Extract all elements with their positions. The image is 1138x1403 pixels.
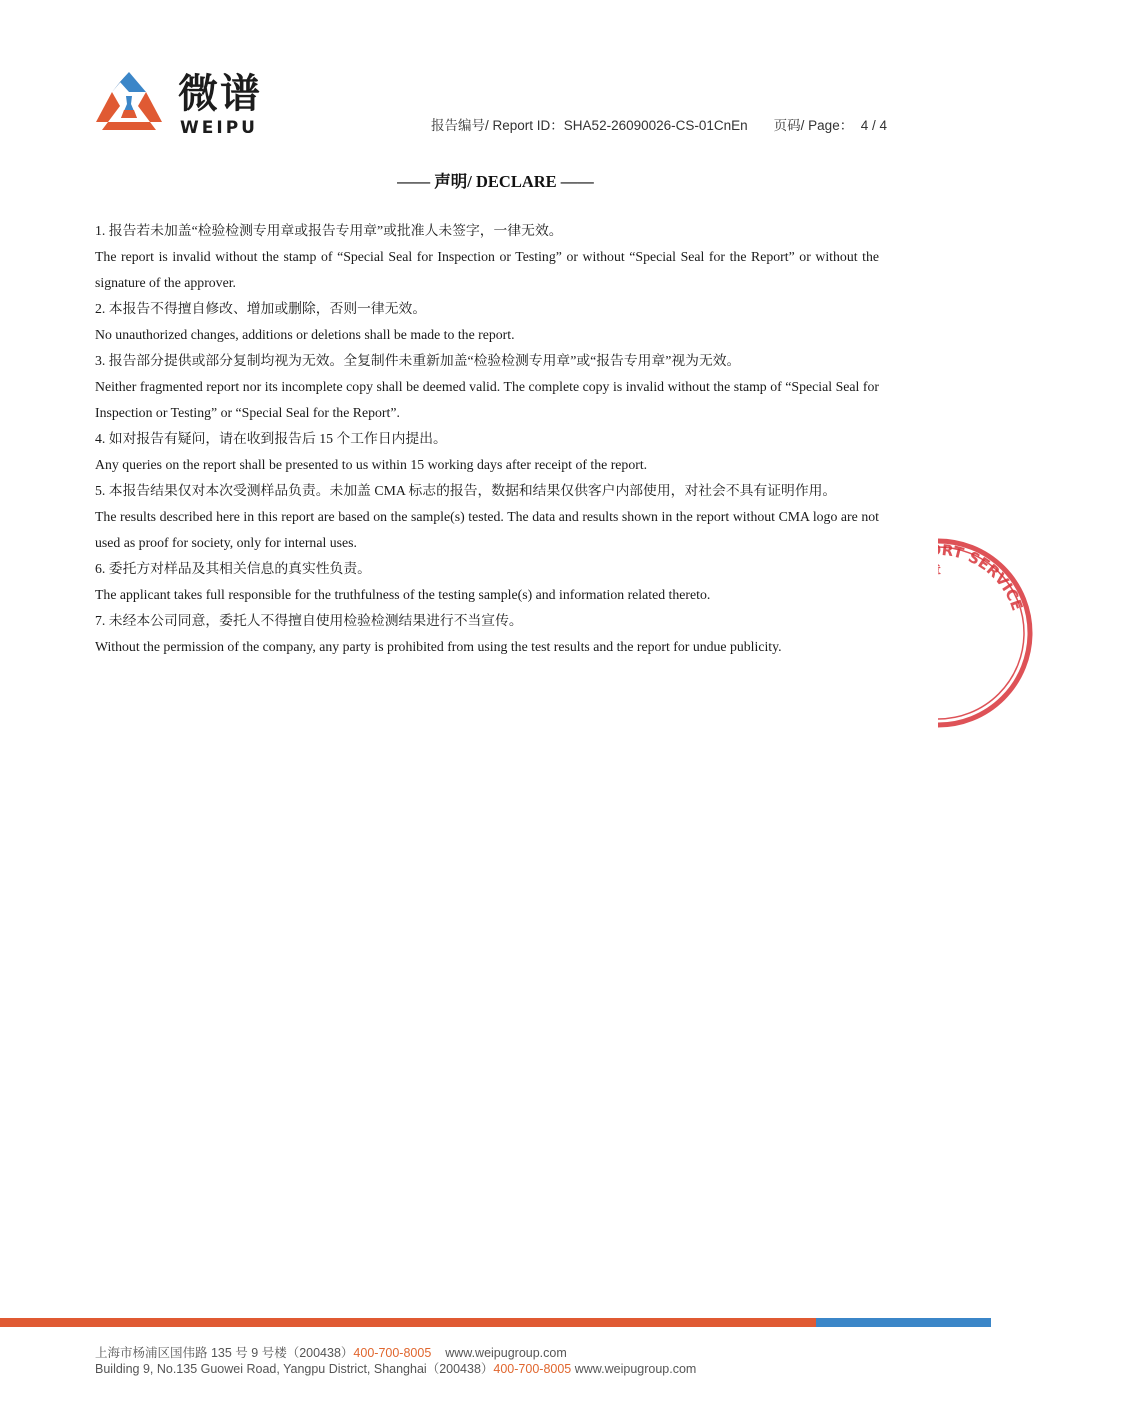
clause-7-en: Without the permission of the company, any party is prohibited from using the test results and the report for undue publicity. — [95, 639, 782, 654]
clause-7-cn: 7. 未经本公司同意，委托人不得擅自使用检验检测结果进行不当宣传。 — [95, 613, 523, 628]
clause-3-cn: 3. 报告部分提供或部分复制均视为无效。全复制件未重新加盖“检验检测专用章”或“报告专用章”视为无效。 — [95, 353, 741, 368]
clause-1-cn: 1. 报告若未加盖“检验检测专用章或报告专用章”或批准人未签字，一律无效。 — [95, 223, 563, 238]
footer-line-cn — [95, 1345, 696, 1361]
report-seal-stamp — [938, 538, 1027, 728]
page-label: 页码/ Page： — [773, 118, 854, 133]
clause-2-cn: 2. 本报告不得擅自修改、增加或删除，否则一律无效。 — [95, 301, 427, 316]
seal-text-chinese — [938, 563, 942, 607]
footer-line-en — [95, 1361, 696, 1377]
seal-text-english: RT SERVICE — [940, 540, 1027, 614]
clause-4-cn: 4. 如对报告有疑问，请在收到报告后 15 个工作日内提出。 — [95, 431, 447, 446]
footer-contact — [95, 1345, 696, 1377]
clause-6-en: The applicant takes full responsible for the truthfulness of the testing sample(s) and information related thereto. — [95, 587, 711, 602]
footer-phone-en: 400-700-8005 — [493, 1362, 572, 1376]
declare-title: —— 声明/ DECLARE —— — [397, 172, 594, 191]
footer-bar-blue — [816, 1318, 991, 1327]
footer-website-en[interactable]: www.weipugroup.com — [574, 1362, 697, 1376]
footer-color-bar — [0, 1318, 991, 1327]
footer-bar-orange — [0, 1318, 816, 1327]
report-id-value: SHA52-26090026-CS-01CnEn — [563, 118, 748, 133]
logo-chinese-text: 微谱 — [178, 71, 262, 117]
declaration-body — [95, 218, 879, 660]
page-number: 4 / 4 — [860, 118, 887, 133]
clause-5-cn: 5. 本报告结果仅对本次受测样品负责。未加盖 CMA 标志的报告，数据和结果仅供客户内部使用，对社会不具有证明作用。 — [95, 483, 837, 498]
clause-2-en: No unauthorized changes, additions or deletions shall be made to the report. — [95, 327, 515, 342]
footer-address-cn: 上海市杨浦区国伟路 135 号 9 号楼（200438） — [95, 1346, 354, 1360]
clause-4-en: Any queries on the report shall be presented to us within 15 working days after receipt of the report. — [95, 457, 648, 472]
company-logo — [94, 70, 274, 142]
footer-website-cn[interactable]: www.weipugroup.com — [445, 1346, 567, 1360]
footer-address-en: Building 9, No.135 Guowei Road, Yangpu District, Shanghai（200438） — [95, 1362, 494, 1376]
seal-icon — [938, 538, 1138, 728]
clause-6-cn: 6. 委托方对样品及其相关信息的真实性负责。 — [95, 561, 371, 576]
footer-phone-cn: 400-700-8005 — [353, 1346, 432, 1360]
weipu-logo-icon — [94, 70, 164, 140]
svg-text:CO.,LTD.REPORT SERVICE — [938, 541, 1026, 624]
clause-5-en: The results described here in this report are based on the sample(s) tested. The data and results shown in the report without CMA logo are not used as proof for society, only for internal uses. — [95, 509, 879, 550]
svg-text:报告专用章 — [938, 563, 942, 607]
clause-1-en: The report is invalid without the stamp of “Special Seal for Inspection or Testing” or without “Special Seal for the Report” or without the signature of the approver. — [95, 249, 879, 290]
report-header-meta — [431, 114, 887, 134]
clause-3-en: Neither fragmented report nor its incomplete copy shall be deemed valid. The complete copy is invalid without the stamp of “Special Seal for Inspection or Testing” or “Special Seal for the Report”. — [95, 379, 879, 420]
logo-english-text: WEIPU — [180, 118, 258, 138]
report-id-label: 报告编号/ Report ID： — [431, 118, 564, 133]
